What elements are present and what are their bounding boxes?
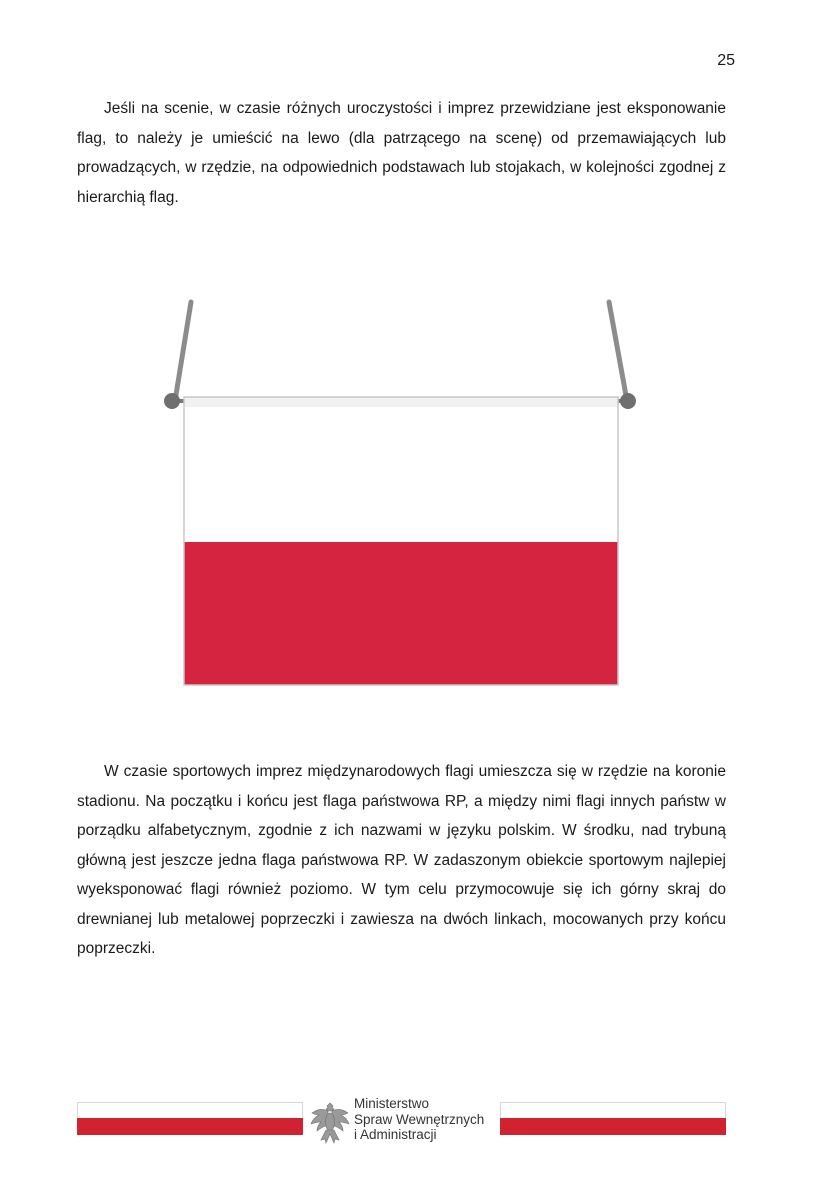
ministry-logo xyxy=(310,1096,500,1148)
left-cord xyxy=(175,302,191,401)
paragraph-1: Jeśli na scenie, w czasie różnych uroczystości i imprez przewidziane jest eksponowanie flag, to należy je umieścić na lewo (dla patrzącego na scenę) od przemawiających lub prowadzących, w rzędzie, na odpowiednich podstawach lub stojakach, w kolejności zgodnej z hierarchią flag. xyxy=(77,100,726,206)
ministry-line-1: Ministerstwo xyxy=(354,1096,430,1111)
right-cord xyxy=(609,302,627,401)
hanging-flag-illustration xyxy=(0,290,830,700)
flag-white-band xyxy=(184,397,618,542)
page-number: 25 xyxy=(717,52,735,69)
ministry-line-3: i Administracji xyxy=(354,1127,437,1142)
flag-red-band xyxy=(184,542,618,685)
flag-top-hem xyxy=(184,397,618,407)
hanging-flag-svg xyxy=(0,290,830,700)
ministry-name xyxy=(354,1096,484,1143)
footer-flag-stripe-right xyxy=(500,1102,726,1135)
rod-end-right xyxy=(620,393,636,409)
footer-flag-stripe-left xyxy=(77,1102,303,1135)
footer xyxy=(0,1092,830,1152)
white-eagle-emblem-icon xyxy=(310,1100,350,1146)
paragraph-2: W czasie sportowych imprez międzynarodowych flagi umieszcza się w rzędzie na koronie stadionu. Na początku i końcu jest flaga państwowa RP, a między nimi flagi innych państw w porządku alfabetycznym, zgodnie z ich nazwami w języku polskim. W środku, nad trybuną główną jest jeszcze jedna flaga państwowa RP. W zadaszonym obiekcie sportowym najlepiej wyeksponować flagi również poziomo. W tym celu przymocowuje się ich górny skraj do drewnianej lub metalowej poprzeczki i zawiesza na dwóch linkach, mocowanych przy końcu poprzeczki. xyxy=(77,763,726,957)
rod-end-left xyxy=(164,393,180,409)
ministry-line-2: Spraw Wewnętrznych xyxy=(354,1111,485,1127)
